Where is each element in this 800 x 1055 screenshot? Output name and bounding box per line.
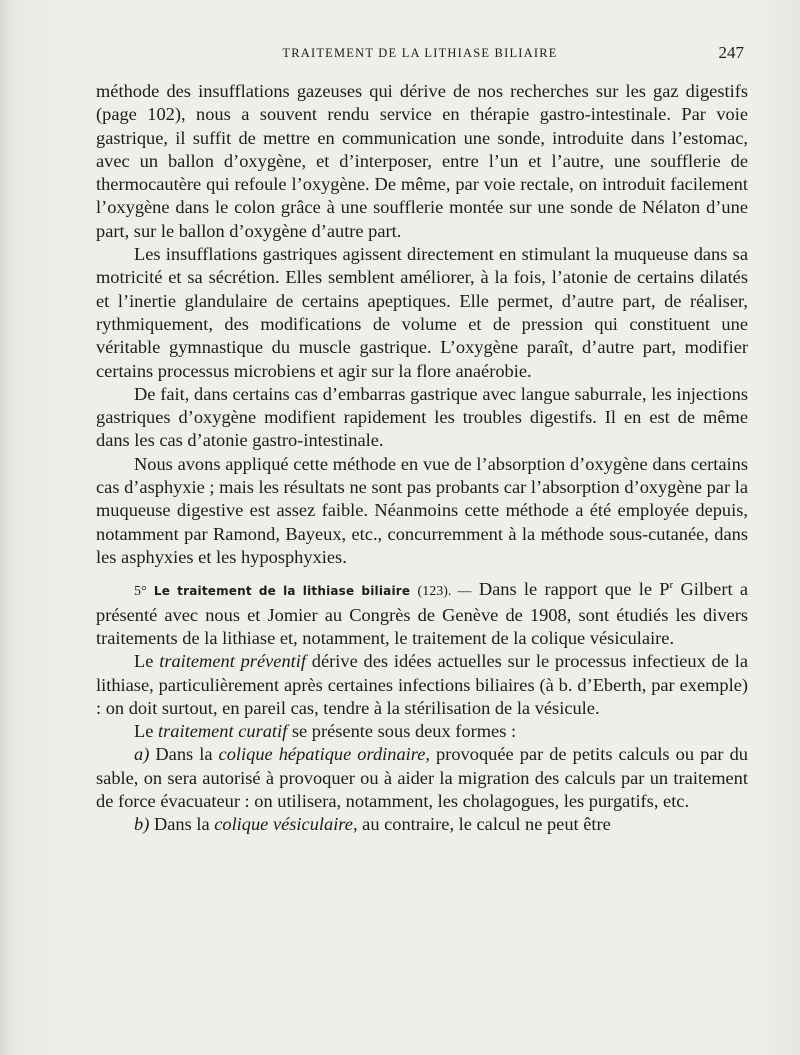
term-traitement-preventif: traitement préventif <box>159 651 306 672</box>
term-traitement-curatif: traitement curatif <box>158 721 288 742</box>
paragraph-6 <box>96 650 748 720</box>
running-title: TRAITEMENT DE LA LITHIASE BILIAIRE <box>282 46 558 60</box>
paragraph-5-text-a: Dans le rapport que le P <box>478 579 670 600</box>
paragraph-6-text: dérive des idées actuelles sur le processus infectieux de la lithiase, particulièrement après certaines infections biliaires (à b. d’Eberth, par exemple) : on doit surtout, en pareil cas, tendre à la stérilisation de la vésicule. <box>96 651 748 718</box>
paragraph-9 <box>96 813 748 836</box>
paragraph-7-lead: Le <box>134 721 154 742</box>
paragraph-2: Les insufflations gastriques agissent directement en stimulant la muqueuse dans sa motricité et sa sécrétion. Elles semblent améliorer, à la fois, l’atonie de certains dilatés et l’inertie glandulaire de certains apeptiques. Elle permet, d’autre part, de réaliser, rythmiquement, des modifications de volume et de pression qui constituent une véritable gymnastique du muscle gastrique. L’oxygène paraît, d’autre part, modifier certains processus microbiens et agir sur la flore anaérobie. <box>96 244 748 381</box>
page-header <box>96 43 744 66</box>
paragraph-8-text: provoquée par de petits calculs ou par du sable, on sera autorisé à provoquer ou à aider la migration des calculs par un traitement de force évacuateur : on utilisera, notamment, les cholagogues, les purgatifs, etc. <box>96 744 748 812</box>
term-colique-vesiculaire: colique vésiculaire, <box>214 814 358 835</box>
superscript: r <box>669 579 674 592</box>
paragraph-7 <box>96 720 748 743</box>
section-number: 5° <box>134 584 147 600</box>
body-text <box>96 80 748 837</box>
term-colique-hepatique: colique hépatique ordinaire, <box>218 744 430 765</box>
paragraph-3: De fait, dans certains cas d’embarras gastrique avec langue saburrale, les injections gastriques d’oxygène modifient rapidement les troubles digestifs. Il en est de même dans les cas d’atonie gastro-intestinale. <box>96 383 748 451</box>
section-reference: (123). — <box>417 584 472 600</box>
paragraph-8-lead: Dans la <box>155 744 213 765</box>
paragraph-7-text: se présente sous deux formes : <box>291 721 517 742</box>
paragraph-1: méthode des insufflations gazeuses qui dérive de nos recherches sur les gaz digestifs (page 102), nous a souvent rendu service en thérapie gastro-intestinale. Par voie gastrique, il suffit de mettre en communication une sonde, introduite dans l’estomac, avec un ballon d’oxygène, et d’interposer, entre l’un et l’autre, une soufflerie de thermocautère qui refoule l’oxygène. De même, par voie rectale, on introduit facilement l’oxygène dans le colon grâce à une soufflerie montée sur une sonde de Nélaton d’une part, sur le ballon d’oxygène d’autre part. <box>96 81 748 241</box>
paragraph-9-text: au contraire, le calcul ne peut être <box>362 814 611 835</box>
paragraph-6-lead: Le <box>134 651 154 672</box>
section-title: Le traitement de la lithiase biliaire <box>153 584 411 599</box>
paragraph-4: Nous avons appliqué cette méthode en vue de l’absorption d’oxygène dans certains cas d’asphyxie ; mais les résultats ne sont pas probants car l’absorption d’oxygène par la muqueuse digestive est assez faible. Néanmoins cette méthode a été employée depuis, notamment par Ramond, Bayeux, etc., concurremment à la méthode sous-cutanée, dans les asphyxies et les hyposphyxies. <box>96 453 748 567</box>
paragraph-5-text-b: Gilbert a présenté avec nous et Jomier au Congrès de Genève de 1908, sont étudiés les divers traitements de la lithiase et, notamment, le traitement de la colique vésiculaire. <box>96 579 749 648</box>
paragraph-8 <box>96 743 748 813</box>
page-number: 247 <box>718 43 744 62</box>
paragraph-9-lead: Dans la <box>153 814 210 835</box>
paragraph-5 <box>96 574 748 650</box>
list-label-a: a) <box>134 744 150 765</box>
list-label-b: b) <box>134 814 150 835</box>
